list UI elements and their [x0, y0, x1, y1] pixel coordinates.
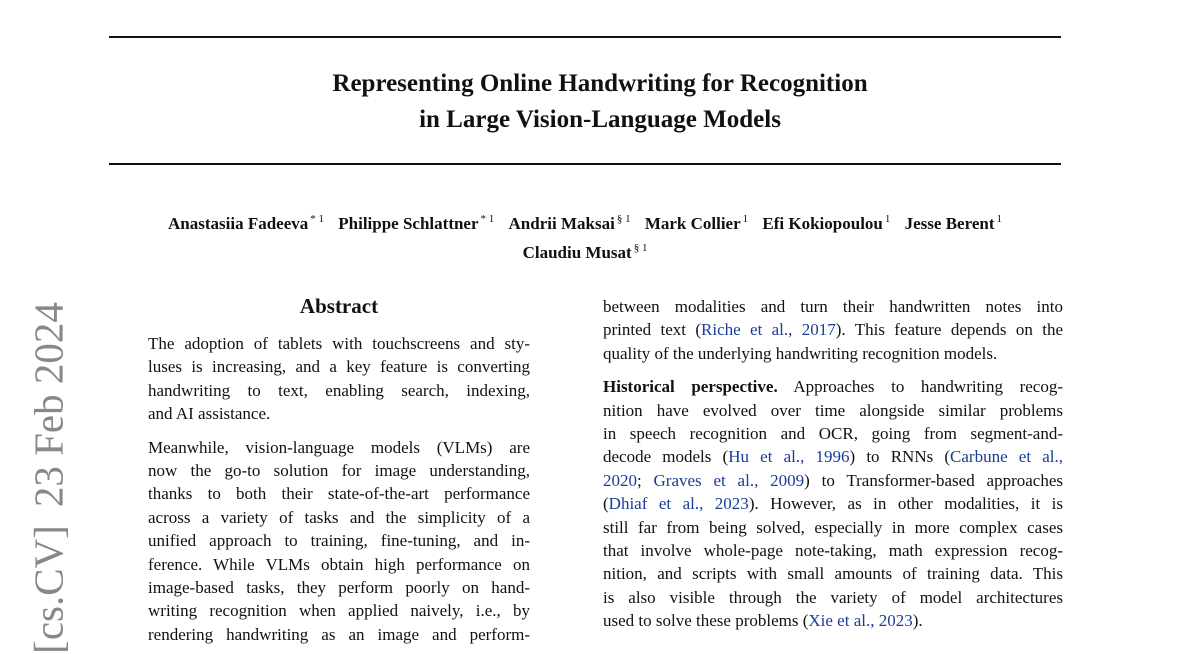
text-line: still far from being solved, especially in more complex cases [603, 517, 1063, 537]
text-line: image-based tasks, they perform poorly on hand- [148, 578, 530, 598]
citation-link[interactable]: Graves et al., 2009 [653, 470, 805, 490]
text-line: handwriting to text, enabling search, indexing, [148, 380, 530, 400]
intro-paragraph-1 [603, 295, 1063, 365]
text-line: now the go-to solution for image understanding, [148, 461, 530, 481]
text-line: nition, and scripts with small amounts of training data. This [603, 564, 1063, 584]
text-line: used to solve these problems (Xie et al., 2023). [603, 611, 923, 631]
affiliation-mark: 1 [884, 213, 891, 225]
text-line: ference. While VLMs obtain high performance on [148, 554, 530, 574]
citation-link[interactable]: Carbune et al., [950, 447, 1063, 467]
text-line: across a variety of tasks and the simplicity of a [148, 507, 530, 527]
affiliation-mark: 1 [996, 213, 1002, 225]
text-line: rendering handwriting as an image and perform- [148, 624, 530, 644]
arxiv-category: [cs.CV] [25, 525, 72, 654]
title-rule-top [109, 36, 1061, 38]
author: Anastasiia Fadeeva $^{* 1}$ [168, 213, 325, 233]
title-line-2: in Large Vision-Language Models [419, 106, 781, 133]
abstract-body [148, 332, 530, 646]
affiliation-mark: 1 [742, 213, 749, 225]
abstract-paragraph-1 [148, 332, 530, 426]
intro-paragraph-2 [603, 375, 1063, 632]
text-line: thanks to both their state-of-the-art performance [148, 484, 530, 504]
text-line: (Dhiaf et al., 2023). However, as in other modalities, it is [603, 494, 1063, 514]
author: Mark Collier $^1$ [644, 213, 749, 233]
text-line: printed text (Riche et al., 2017). This feature depends on the [603, 320, 1063, 340]
arxiv-date: 23 Feb 2024 [25, 302, 72, 508]
text-line: quality of the underlying handwriting recognition models. [603, 343, 998, 363]
citation-link[interactable]: Hu et al., 1996 [728, 447, 850, 467]
arxiv-stamp [25, 302, 72, 654]
intro-column [603, 295, 1063, 633]
affiliation-mark: § 1 [616, 213, 631, 225]
author: Jesse Berent $^1$ [904, 213, 1002, 233]
author: Efi Kokiopoulou $^1$ [762, 213, 891, 233]
author-list [100, 207, 1070, 265]
citation-link[interactable]: Riche et al., 2017 [701, 320, 836, 340]
text-line: nition have evolved over time alongside similar problems [603, 400, 1063, 420]
affiliation-mark: * 1 [480, 213, 495, 225]
text-line: between modalities and turn their handwritten notes into [603, 297, 1063, 316]
text-line: writing recognition when applied naively, i.e., by [148, 601, 530, 621]
text-line: that involve whole-page note-taking, math expression recog- [603, 541, 1063, 561]
text-line: decode models (Hu et al., 1996) to RNNs (Carbune et al., [603, 447, 1063, 467]
author: Claudiu Musat $^{\S 1}$ [522, 242, 648, 262]
paper-title [0, 66, 1200, 138]
title-line-1: Representing Online Handwriting for Recognition [332, 70, 868, 97]
author: Philippe Schlattner $^{* 1}$ [338, 213, 495, 233]
author: Andrii Maksai $^{\S 1}$ [508, 213, 631, 233]
title-rule-bottom [109, 163, 1061, 165]
text-line: luses is increasing, and a key feature is converting [148, 357, 530, 377]
text-line: and AI assistance. [148, 404, 271, 424]
runin-heading: Historical perspective. [603, 377, 778, 397]
citation-link[interactable]: Dhiaf et al., 2023 [608, 494, 749, 514]
affiliation-mark: * 1 [310, 213, 325, 225]
text-line: is also visible through the variety of model architectures [603, 587, 1063, 607]
text-line: 2020; Graves et al., 2009) to Transformer-based approaches [603, 470, 1063, 490]
citation-link[interactable]: Xie et al., 2023 [808, 611, 913, 631]
abstract-paragraph-2 [148, 436, 530, 647]
text-line: unified approach to training, fine-tuning, and in- [148, 531, 530, 551]
text-line: Meanwhile, vision-language models (VLMs) are [148, 437, 530, 457]
affiliation-mark: § 1 [633, 242, 648, 254]
abstract-heading: Abstract [299, 294, 379, 318]
text-line: in speech recognition and OCR, going from segment-and- [603, 424, 1063, 444]
citation-link[interactable]: 2020 [603, 470, 637, 490]
text-line: Historical perspective. Approaches to handwriting recog- [603, 377, 1063, 397]
text-line: The adoption of tablets with touchscreens and sty- [148, 334, 530, 353]
